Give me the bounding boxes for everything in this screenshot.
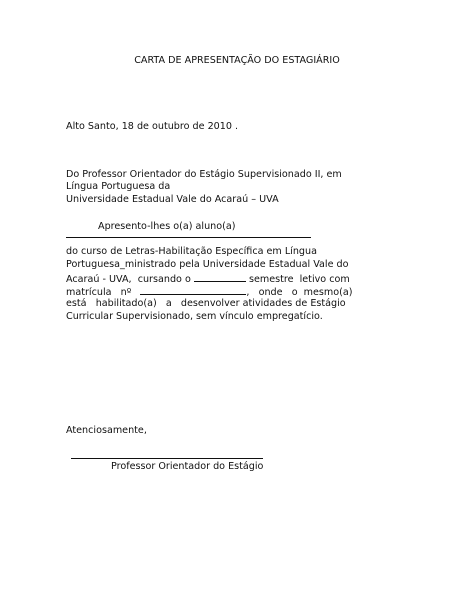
signature-label: Professor Orientador do Estágio — [111, 461, 264, 472]
intro-line: Apresento-lhes o(a) aluno(a) — [98, 221, 236, 232]
addressee-line-3: Universidade Estadual Vale do Acaraú – UVA — [66, 194, 279, 205]
date-line: Alto Santo, 18 de outubro de 2010 . — [66, 121, 239, 132]
body-line-4-end: , onde o mesmo(a) — [246, 287, 353, 298]
body-line-3 — [66, 272, 369, 286]
body-line-4 — [66, 285, 369, 299]
body-line-5: está habilitado(a) a desenvolver atividades de Estágio — [66, 298, 346, 309]
body-line-1: do curso de Letras-Habilitação Específica em Língua — [66, 246, 317, 257]
signature-line — [71, 458, 263, 459]
closing-line: Atenciosamente, — [66, 425, 147, 436]
body-line-6: Curricular Supervisionado, sem vínculo empregatício. — [66, 311, 323, 322]
addressee-line-1: Do Professor Orientador do Estágio Supervisionado II, em — [66, 169, 342, 180]
registration-blank — [140, 285, 246, 295]
student-name-blank — [66, 237, 311, 238]
body-line-3-start: Acaraú - UVA, cursando o — [66, 274, 191, 285]
semester-blank — [194, 272, 246, 282]
addressee-line-2: Língua Portuguesa da — [66, 181, 171, 192]
body-line-3-end: semestre letivo com — [248, 274, 350, 285]
document-title: CARTA DE APRESENTAÇÃO DO ESTAGIÁRIO — [134, 55, 340, 66]
body-line-2: Portuguesa_ministrado pela Universidade Estadual Vale do — [66, 259, 349, 270]
body-line-4-start: matrícula nº — [66, 287, 132, 298]
